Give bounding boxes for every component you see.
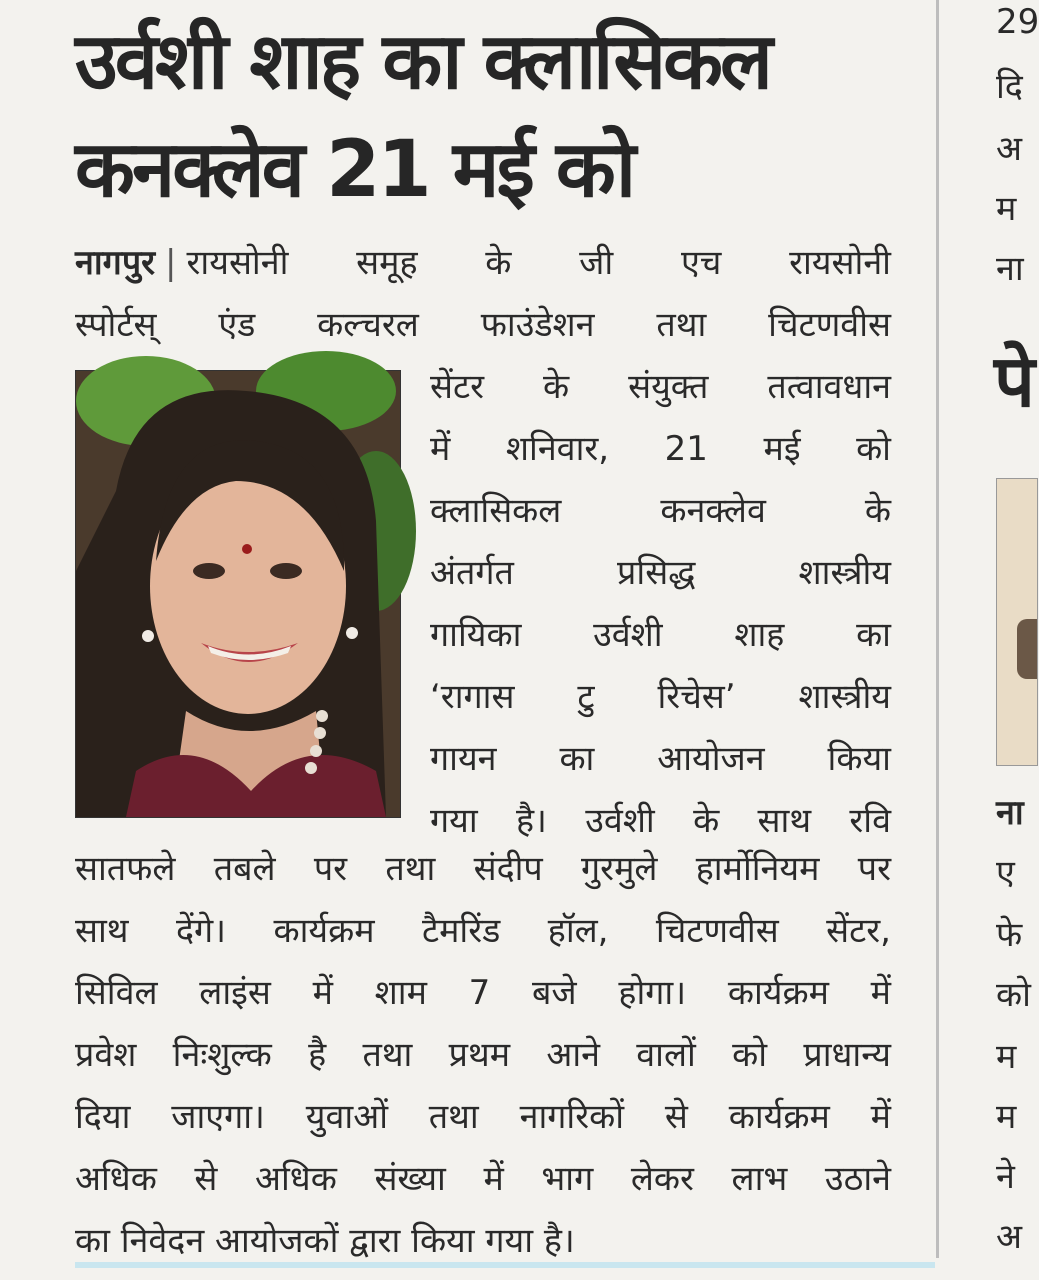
column-line: क्लासिकल कनक्लेव के <box>430 491 891 531</box>
adjacent-fragment: म <box>996 189 1017 229</box>
singer-portrait-photo <box>75 370 401 818</box>
adjacent-heading-fragment: पे <box>994 339 1035 423</box>
column-divider <box>936 0 939 1258</box>
dateline-separator: | <box>165 243 177 283</box>
tail-line: सिविल लाइंस में शाम 7 बजे होगा। कार्यक्रम में <box>75 973 891 1013</box>
column-line: गायन का आयोजन किया <box>430 739 891 779</box>
tail-line-last: का निवेदन आयोजकों द्वारा किया गया है। <box>75 1221 575 1261</box>
lead-line-2: स्पोर्टस् एंड कल्चरल फाउंडेशन तथा चिटणवीस <box>75 305 891 345</box>
article-headline <box>75 8 895 224</box>
adjacent-fragment: 29 <box>996 2 1039 42</box>
adjacent-fragment: अ <box>996 129 1022 169</box>
lead-line-1: रायसोनी समूह के जी एच रायसोनी <box>186 243 891 283</box>
adjacent-fragment: ना <box>996 249 1024 289</box>
news-article <box>75 0 895 1280</box>
column-line: गया है। उर्वशी के साथ रवि <box>430 801 891 841</box>
adjacent-photo <box>996 478 1038 766</box>
adjacent-photo-shape <box>1017 619 1037 679</box>
adjacent-article-column <box>990 0 1039 1280</box>
bottom-rule <box>75 1262 935 1268</box>
column-line: गायिका उर्वशी शाह का <box>430 615 891 655</box>
adjacent-fragment: को <box>996 975 1031 1015</box>
tail-line: प्रवेश निःशुल्क है तथा प्रथम आने वालों को प्राधान्य <box>75 1035 891 1075</box>
article-tail <box>75 838 891 1272</box>
adjacent-fragment: फे <box>996 915 1023 955</box>
portrait-illustration <box>76 371 400 817</box>
column-line: में शनिवार, 21 मई को <box>430 429 891 469</box>
headline-line-1: उर्वशी शाह का क्लासिकल <box>75 17 770 107</box>
article-wrapped-column <box>430 356 891 852</box>
headline-line-2: कनक्लेव 21 मई को <box>75 125 634 215</box>
column-line: अंतर्गत प्रसिद्ध शास्त्रीय <box>430 553 891 593</box>
dateline: नागपुर <box>75 243 156 283</box>
tail-line: दिया जाएगा। युवाओं तथा नागरिकों से कार्यक्रम में <box>75 1097 891 1137</box>
adjacent-fragment: म <box>996 1097 1017 1137</box>
tail-line: साथ देंगे। कार्यक्रम टैमरिंड हॉल, चिटणवीस सेंटर, <box>75 911 891 951</box>
column-line: ‘रागास टु रिचेस’ शास्त्रीय <box>430 677 891 717</box>
adjacent-fragment: ए <box>996 853 1015 893</box>
tail-line: अधिक से अधिक संख्या में भाग लेकर लाभ उठाने <box>75 1159 891 1199</box>
adjacent-fragment: ना <box>996 793 1024 833</box>
adjacent-fragment: दि <box>996 67 1023 107</box>
column-line: सेंटर के संयुक्त तत्वावधान <box>430 367 891 407</box>
tail-line: सातफले तबले पर तथा संदीप गुरमुले हार्मोनियम पर <box>75 849 891 889</box>
adjacent-fragment: ने <box>996 1157 1015 1197</box>
article-lead <box>75 232 891 356</box>
adjacent-fragment: अ <box>996 1217 1022 1257</box>
adjacent-fragment: म <box>996 1037 1017 1077</box>
